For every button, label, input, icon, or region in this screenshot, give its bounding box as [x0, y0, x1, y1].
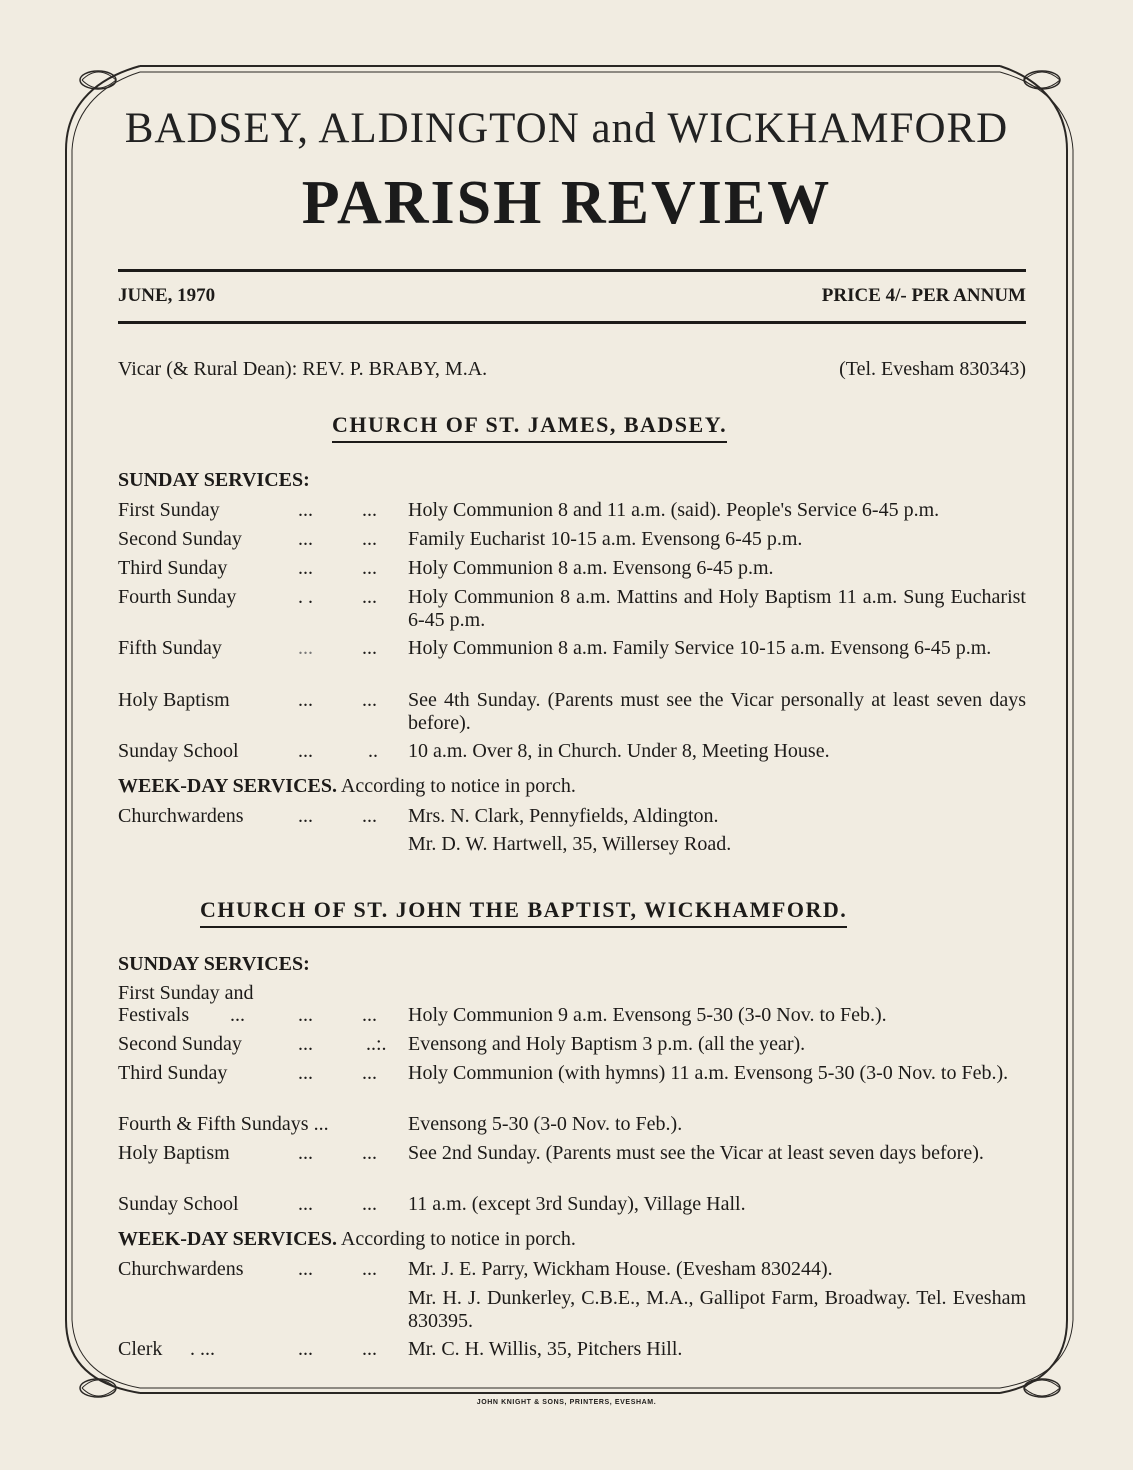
- weekday-text: According to notice in porch.: [340, 1228, 576, 1250]
- wickhamford-heading: CHURCH OF ST. JOHN THE BAPTIST, WICKHAMFORD.: [200, 897, 847, 928]
- vicar-line: Vicar (& Rural Dean): REV. P. BRABY, M.A.: [118, 358, 488, 380]
- row-value: Mrs. N. Clark, Pennyfields, Aldington.: [408, 805, 719, 827]
- leader-dots: ...: [362, 637, 377, 659]
- row-value: 11 a.m. (except 3rd Sunday), Village Hall.: [408, 1193, 746, 1215]
- leader-dots: ...: [362, 499, 377, 521]
- row-label: Sunday School: [118, 740, 239, 762]
- badsey-sunday-heading: SUNDAY SERVICES:: [118, 469, 310, 491]
- leader-dots: ..:.: [366, 1033, 387, 1055]
- row-value: Evensong and Holy Baptism 3 p.m. (all the year).: [408, 1033, 806, 1055]
- row-label: Fourth & Fifth Sundays ...: [118, 1113, 329, 1135]
- row-value: Evensong 5-30 (3-0 Nov. to Feb.).: [408, 1113, 683, 1135]
- leader-dots: ...: [298, 1338, 313, 1360]
- row-label: Fourth Sunday: [118, 586, 237, 608]
- row-value: Mr. D. W. Hartwell, 35, Willersey Road.: [408, 833, 732, 855]
- leader-dots: ...: [362, 805, 377, 827]
- leader-dots: ...: [362, 1258, 377, 1280]
- divider-top: [118, 269, 1026, 272]
- leader-dots: ...: [298, 528, 313, 550]
- row-label: First Sunday: [118, 499, 220, 521]
- row-value: See 4th Sunday. (Parents must see the Vicar personally at least seven days before).: [408, 689, 1026, 734]
- row-label: Churchwardens: [118, 1258, 244, 1280]
- vicar-tel: (Tel. Evesham 830343): [839, 358, 1026, 380]
- row-label: Churchwardens: [118, 805, 244, 827]
- row-label: Festivals: [118, 1004, 190, 1026]
- leader-dots: ...: [298, 499, 313, 521]
- row-label: Second Sunday: [118, 1033, 242, 1055]
- badsey-weekday: [118, 775, 576, 798]
- leader-dots: ...: [362, 689, 377, 711]
- row-value: Family Eucharist 10-15 a.m. Evensong 6-45 p.m.: [408, 528, 803, 550]
- leader-dots: . ...: [190, 1338, 215, 1360]
- row-label: Fifth Sunday: [118, 637, 222, 659]
- badsey-heading: CHURCH OF ST. JAMES, BADSEY.: [332, 412, 727, 443]
- leader-dots: ...: [230, 1004, 245, 1026]
- wickhamford-sunday-heading: SUNDAY SERVICES:: [118, 953, 310, 975]
- leader-dots: ...: [362, 1193, 377, 1215]
- leader-dots: ...: [298, 1142, 313, 1164]
- row-value: See 2nd Sunday. (Parents must see the Vicar at least seven days before).: [408, 1142, 984, 1164]
- leader-dots: ...: [298, 740, 313, 762]
- row-label: Third Sunday: [118, 557, 228, 579]
- leader-dots: ...: [298, 1062, 313, 1084]
- leader-dots: ...: [362, 557, 377, 579]
- leader-dots: ...: [298, 689, 313, 711]
- price: PRICE 4/- PER ANNUM: [821, 285, 1026, 306]
- leader-dots: ..: [368, 740, 378, 762]
- row-value: Mr. H. J. Dunkerley, C.B.E., M.A., Gallipot Farm, Broadway. Tel. Evesham 830395.: [408, 1287, 1026, 1332]
- leader-dots: ...: [362, 1142, 377, 1164]
- row-label: Third Sunday: [118, 1062, 228, 1084]
- leader-dots: ...: [362, 1004, 377, 1026]
- leader-dots: ...: [362, 528, 377, 550]
- weekday-label: WEEK-DAY SERVICES.: [118, 775, 337, 797]
- title-line-1: BADSEY, ALDINGTON and WICKHAMFORD: [124, 105, 1009, 152]
- leader-dots: ...: [298, 1258, 313, 1280]
- row-label: First Sunday and: [118, 982, 254, 1004]
- leader-dots: ...: [298, 1193, 313, 1215]
- leader-dots: ...: [298, 637, 313, 659]
- row-value: Holy Communion 8 a.m. Mattins and Holy Baptism 11 a.m. Sung Eucharist 6-45 p.m.: [408, 586, 1026, 631]
- row-value: Holy Communion 8 a.m. Family Service 10-15 a.m. Evensong 6-45 p.m.: [408, 637, 992, 659]
- leader-dots: ...: [362, 1062, 377, 1084]
- printer-credit: JOHN KNIGHT & SONS, PRINTERS, EVESHAM.: [476, 1399, 657, 1406]
- row-label: Second Sunday: [118, 528, 242, 550]
- leader-dots: ...: [298, 1033, 313, 1055]
- wickhamford-weekday: [118, 1228, 576, 1251]
- row-value: 10 a.m. Over 8, in Church. Under 8, Meeting House.: [408, 740, 830, 762]
- row-value: Mr. J. E. Parry, Wickham House. (Evesham 830244).: [408, 1258, 833, 1280]
- leader-dots: ...: [362, 1338, 377, 1360]
- weekday-text: According to notice in porch.: [340, 775, 576, 797]
- row-value: Mr. C. H. Willis, 35, Pitchers Hill.: [408, 1338, 683, 1360]
- divider-bottom: [118, 321, 1026, 324]
- row-value: Holy Communion (with hymns) 11 a.m. Evensong 5-30 (3-0 Nov. to Feb.).: [408, 1062, 1009, 1084]
- issue-date: JUNE, 1970: [118, 285, 216, 306]
- row-label: Sunday School: [118, 1193, 239, 1215]
- row-value: Holy Communion 9 a.m. Evensong 5-30 (3-0 Nov. to Feb.).: [408, 1004, 887, 1026]
- page-title: PARISH REVIEW: [301, 169, 832, 237]
- row-label: Holy Baptism: [118, 1142, 230, 1164]
- row-label: Holy Baptism: [118, 689, 230, 711]
- row-label: Clerk: [118, 1338, 163, 1360]
- leader-dots: ...: [298, 557, 313, 579]
- row-value: Holy Communion 8 and 11 a.m. (said). People's Service 6-45 p.m.: [408, 499, 940, 521]
- row-value: Holy Communion 8 a.m. Evensong 6-45 p.m.: [408, 557, 774, 579]
- leader-dots: ...: [298, 805, 313, 827]
- leader-dots: ...: [298, 1004, 313, 1026]
- leader-dots: ...: [362, 586, 377, 608]
- leader-dots: . .: [298, 586, 313, 608]
- weekday-label: WEEK-DAY SERVICES.: [118, 1228, 337, 1250]
